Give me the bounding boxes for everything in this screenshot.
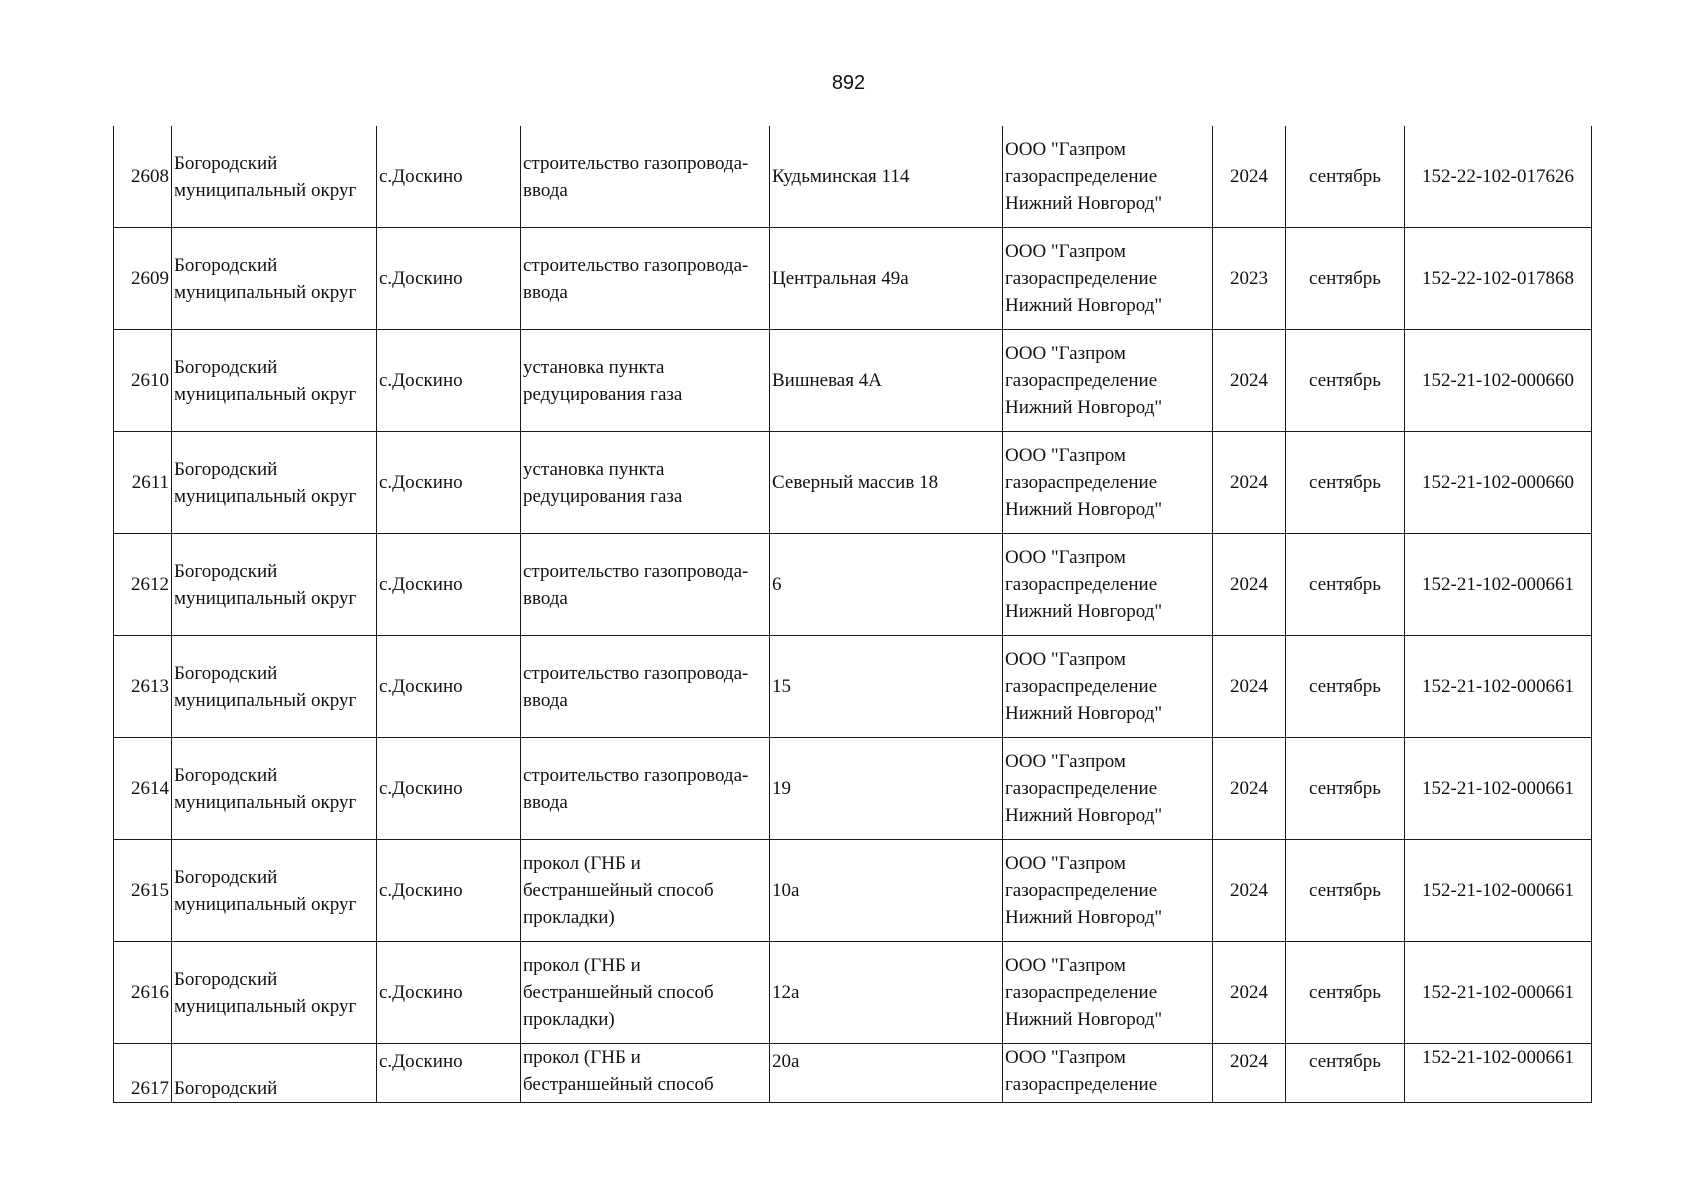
work-type-cell [521, 738, 770, 840]
work-type-cell [521, 330, 770, 432]
code-cell [1405, 840, 1592, 942]
year-cell [1213, 738, 1286, 840]
address-cell [770, 1044, 1003, 1103]
year: 2024 [1230, 574, 1268, 595]
organization-line: Нижний Новгород" [1005, 193, 1163, 214]
month-cell [1286, 126, 1405, 228]
organization-line: ООО "Газпром [1005, 955, 1126, 976]
village-name: с.Доскино [379, 982, 463, 1003]
organization-line: Нижний Новгород" [1005, 1009, 1163, 1030]
village-name: с.Доскино [379, 676, 463, 697]
district-line: муниципальный округ [174, 995, 357, 1017]
table-row [114, 840, 1592, 942]
address: Кудьминская 114 [772, 166, 910, 187]
work-type-cell [521, 126, 770, 228]
row-number: 2608 [131, 166, 169, 187]
table-row [114, 738, 1592, 840]
table-row [114, 534, 1592, 636]
year: 2023 [1230, 268, 1268, 289]
work-type-line: ввода [523, 281, 568, 303]
district-cell [172, 432, 377, 534]
year-cell [1213, 840, 1286, 942]
organization-line: Нижний Новгород" [1005, 295, 1163, 316]
registry-code: 152-22-102-017626 [1422, 166, 1574, 187]
organization-line: газораспределение [1005, 472, 1158, 493]
month-cell [1286, 432, 1405, 534]
code-cell [1405, 534, 1592, 636]
village-cell [377, 636, 521, 738]
district-line: Богородский [174, 356, 278, 378]
district-line: Богородский [174, 458, 278, 480]
work-type-line: ввода [523, 689, 568, 711]
month-cell [1286, 534, 1405, 636]
table-row [114, 432, 1592, 534]
organization-cell [1003, 534, 1213, 636]
table-row [114, 126, 1592, 228]
address: 10а [772, 880, 800, 901]
year-cell [1213, 228, 1286, 330]
district-cell [172, 228, 377, 330]
district-line: муниципальный округ [174, 281, 357, 303]
row-number-cell [114, 738, 172, 840]
year: 2024 [1230, 370, 1268, 391]
district-line: Богородский [174, 662, 278, 684]
address: Северный массив 18 [772, 472, 939, 493]
organization-line: ООО "Газпром [1005, 853, 1126, 874]
registry-code: 152-21-102-000661 [1422, 880, 1574, 901]
village-name: с.Доскино [379, 472, 463, 493]
organization-line: ООО "Газпром [1005, 343, 1126, 364]
work-type-line: строительство газопровода- [523, 662, 749, 684]
organization-line: ООО "Газпром [1005, 751, 1126, 772]
address-cell [770, 330, 1003, 432]
work-type-line: установка пункта [523, 458, 665, 480]
work-type-line: строительство газопровода- [523, 560, 749, 582]
work-type-line: прокол (ГНБ и [523, 955, 641, 976]
district-line: Богородский [174, 254, 278, 276]
district-line: муниципальный округ [174, 689, 357, 711]
month: сентябрь [1309, 778, 1381, 799]
address: 15 [772, 676, 791, 697]
address-cell [770, 840, 1003, 942]
organization-cell [1003, 738, 1213, 840]
row-number-cell [114, 942, 172, 1044]
month: сентябрь [1309, 166, 1381, 187]
village-cell [377, 738, 521, 840]
address: Вишневая 4А [772, 370, 882, 391]
work-type-cell [521, 228, 770, 330]
address: 20а [772, 1051, 800, 1072]
district-line: муниципальный округ [174, 587, 357, 609]
work-type-line: прокладки) [523, 1009, 615, 1030]
work-type-line: бестраншейный способ [523, 880, 714, 901]
village-cell [377, 1044, 521, 1103]
district-line: Богородский [174, 968, 278, 990]
row-number-cell [114, 636, 172, 738]
code-cell [1405, 636, 1592, 738]
month: сентябрь [1309, 676, 1381, 697]
district-cell [172, 636, 377, 738]
organization-cell [1003, 432, 1213, 534]
month-cell [1286, 1044, 1405, 1103]
organization-line: газораспределение [1005, 370, 1158, 391]
month-cell [1286, 636, 1405, 738]
code-cell [1405, 228, 1592, 330]
work-type-line: установка пункта [523, 356, 665, 378]
village-cell [377, 534, 521, 636]
village-cell [377, 330, 521, 432]
work-type-line: прокол (ГНБ и [523, 1047, 641, 1068]
address-cell [770, 432, 1003, 534]
organization-cell [1003, 942, 1213, 1044]
code-cell [1405, 330, 1592, 432]
organization-line: Нижний Новгород" [1005, 907, 1163, 928]
code-cell [1405, 942, 1592, 1044]
work-type-cell [521, 942, 770, 1044]
address-cell [770, 534, 1003, 636]
year-cell [1213, 126, 1286, 228]
table-row [114, 228, 1592, 330]
organization-line: ООО "Газпром [1005, 649, 1126, 670]
village-cell [377, 840, 521, 942]
address-cell [770, 636, 1003, 738]
district-line: Богородский [174, 866, 278, 888]
organization-cell [1003, 1044, 1213, 1103]
month-cell [1286, 840, 1405, 942]
village-name: с.Доскино [379, 370, 463, 391]
registry-code: 152-21-102-000661 [1422, 982, 1574, 1003]
village-name: с.Доскино [379, 166, 463, 187]
district-line: Богородский [174, 560, 278, 582]
work-type-cell [521, 840, 770, 942]
code-cell [1405, 1044, 1592, 1103]
registry-code: 152-22-102-017868 [1422, 268, 1574, 289]
village-name: с.Доскино [379, 574, 463, 595]
row-number: 2617 [131, 1078, 169, 1099]
address-cell [770, 228, 1003, 330]
month: сентябрь [1309, 370, 1381, 391]
row-number: 2612 [131, 574, 169, 595]
table-body [114, 126, 1592, 1103]
registry-code: 152-21-102-000660 [1422, 370, 1574, 391]
work-type-cell [521, 1044, 770, 1103]
month-cell [1286, 738, 1405, 840]
year: 2024 [1230, 982, 1268, 1003]
row-number: 2614 [131, 778, 169, 799]
work-type-line: строительство газопровода- [523, 254, 749, 276]
address-cell [770, 738, 1003, 840]
village-name: с.Доскино [379, 268, 463, 289]
organization-cell [1003, 840, 1213, 942]
work-type-cell [521, 432, 770, 534]
month: сентябрь [1309, 574, 1381, 595]
year: 2024 [1230, 778, 1268, 799]
code-cell [1405, 126, 1592, 228]
year-cell [1213, 942, 1286, 1044]
district-cell [172, 1044, 377, 1103]
village-cell [377, 228, 521, 330]
year: 2024 [1230, 472, 1268, 493]
district-cell [172, 330, 377, 432]
work-type-line: ввода [523, 791, 568, 813]
row-number: 2609 [131, 268, 169, 289]
work-type-line: бестраншейный способ [523, 982, 714, 1003]
organization-line: газораспределение [1005, 1074, 1158, 1095]
year-cell [1213, 432, 1286, 534]
district-line: муниципальный округ [174, 383, 357, 405]
work-type-cell [521, 534, 770, 636]
work-type-line: бестраншейный способ [523, 1074, 714, 1095]
work-type-line: строительство газопровода- [523, 152, 749, 174]
organization-line: ООО "Газпром [1005, 139, 1126, 160]
row-number-cell [114, 840, 172, 942]
village-name: с.Доскино [379, 778, 463, 799]
district-cell [172, 738, 377, 840]
year-cell [1213, 534, 1286, 636]
organization-line: газораспределение [1005, 778, 1158, 799]
village-cell [377, 432, 521, 534]
district-cell [172, 126, 377, 228]
organization-line: Нижний Новгород" [1005, 601, 1163, 622]
organization-line: газораспределение [1005, 676, 1158, 697]
table-row [114, 330, 1592, 432]
work-type-line: прокладки) [523, 907, 615, 928]
address: 12а [772, 982, 800, 1003]
month: сентябрь [1309, 268, 1381, 289]
row-number-cell [114, 126, 172, 228]
village-cell [377, 126, 521, 228]
month-cell [1286, 942, 1405, 1044]
address-cell [770, 942, 1003, 1044]
row-number-cell [114, 228, 172, 330]
work-type-line: прокол (ГНБ и [523, 853, 641, 874]
organization-line: газораспределение [1005, 166, 1158, 187]
organization-cell [1003, 228, 1213, 330]
organization-line: ООО "Газпром [1005, 1047, 1126, 1068]
organization-line: Нижний Новгород" [1005, 703, 1163, 724]
organization-line: газораспределение [1005, 880, 1158, 901]
row-number-cell [114, 534, 172, 636]
registry-code: 152-21-102-000661 [1422, 574, 1574, 595]
village-name: с.Доскино [379, 880, 463, 901]
row-number: 2615 [131, 880, 169, 901]
organization-line: ООО "Газпром [1005, 547, 1126, 568]
address: Центральная 49а [772, 268, 909, 289]
code-cell [1405, 432, 1592, 534]
year: 2024 [1230, 1051, 1268, 1072]
year-cell [1213, 330, 1286, 432]
organization-line: ООО "Газпром [1005, 241, 1126, 262]
row-number: 2610 [131, 370, 169, 391]
district-line: Богородский [174, 1078, 278, 1099]
work-type-line: ввода [523, 587, 568, 609]
organization-line: газораспределение [1005, 268, 1158, 289]
organization-line: ООО "Газпром [1005, 445, 1126, 466]
organization-cell [1003, 126, 1213, 228]
month: сентябрь [1309, 1051, 1381, 1072]
address: 19 [772, 778, 791, 799]
district-line: муниципальный округ [174, 179, 357, 201]
district-line: муниципальный округ [174, 791, 357, 813]
year: 2024 [1230, 880, 1268, 901]
registry-code: 152-21-102-000661 [1422, 1047, 1574, 1068]
organization-line: Нижний Новгород" [1005, 499, 1163, 520]
district-line: Богородский [174, 764, 278, 786]
page-number: 892 [831, 72, 866, 94]
registry-code: 152-21-102-000661 [1422, 676, 1574, 697]
month: сентябрь [1309, 982, 1381, 1003]
organization-cell [1003, 636, 1213, 738]
village-name: с.Доскино [379, 1051, 463, 1072]
organization-cell [1003, 330, 1213, 432]
month-cell [1286, 228, 1405, 330]
code-cell [1405, 738, 1592, 840]
year-cell [1213, 636, 1286, 738]
district-cell [172, 942, 377, 1044]
organization-line: Нижний Новгород" [1005, 397, 1163, 418]
village-cell [377, 942, 521, 1044]
work-type-line: редуцирования газа [523, 485, 683, 507]
organization-line: Нижний Новгород" [1005, 805, 1163, 826]
district-line: Богородский [174, 152, 278, 174]
row-number: 2611 [131, 472, 169, 493]
organization-line: газораспределение [1005, 982, 1158, 1003]
address: 6 [772, 574, 782, 595]
month: сентябрь [1309, 472, 1381, 493]
year: 2024 [1230, 676, 1268, 697]
year: 2024 [1230, 166, 1268, 187]
district-line: муниципальный округ [174, 485, 357, 507]
row-number: 2613 [131, 676, 169, 697]
month: сентябрь [1309, 880, 1381, 901]
table-row [114, 636, 1592, 738]
row-number-cell [114, 1044, 172, 1103]
month-cell [1286, 330, 1405, 432]
organization-line: газораспределение [1005, 574, 1158, 595]
district-line: муниципальный округ [174, 893, 357, 915]
address-cell [770, 126, 1003, 228]
table-row [114, 1044, 1592, 1103]
year-cell [1213, 1044, 1286, 1103]
work-type-line: ввода [523, 179, 568, 201]
work-type-cell [521, 636, 770, 738]
registry-table [113, 126, 1592, 1103]
registry-code: 152-21-102-000661 [1422, 778, 1574, 799]
work-type-line: строительство газопровода- [523, 764, 749, 786]
district-cell [172, 840, 377, 942]
row-number: 2616 [131, 982, 169, 1003]
work-type-line: редуцирования газа [523, 383, 683, 405]
registry-code: 152-21-102-000660 [1422, 472, 1574, 493]
table-row [114, 942, 1592, 1044]
row-number-cell [114, 432, 172, 534]
district-cell [172, 534, 377, 636]
row-number-cell [114, 330, 172, 432]
